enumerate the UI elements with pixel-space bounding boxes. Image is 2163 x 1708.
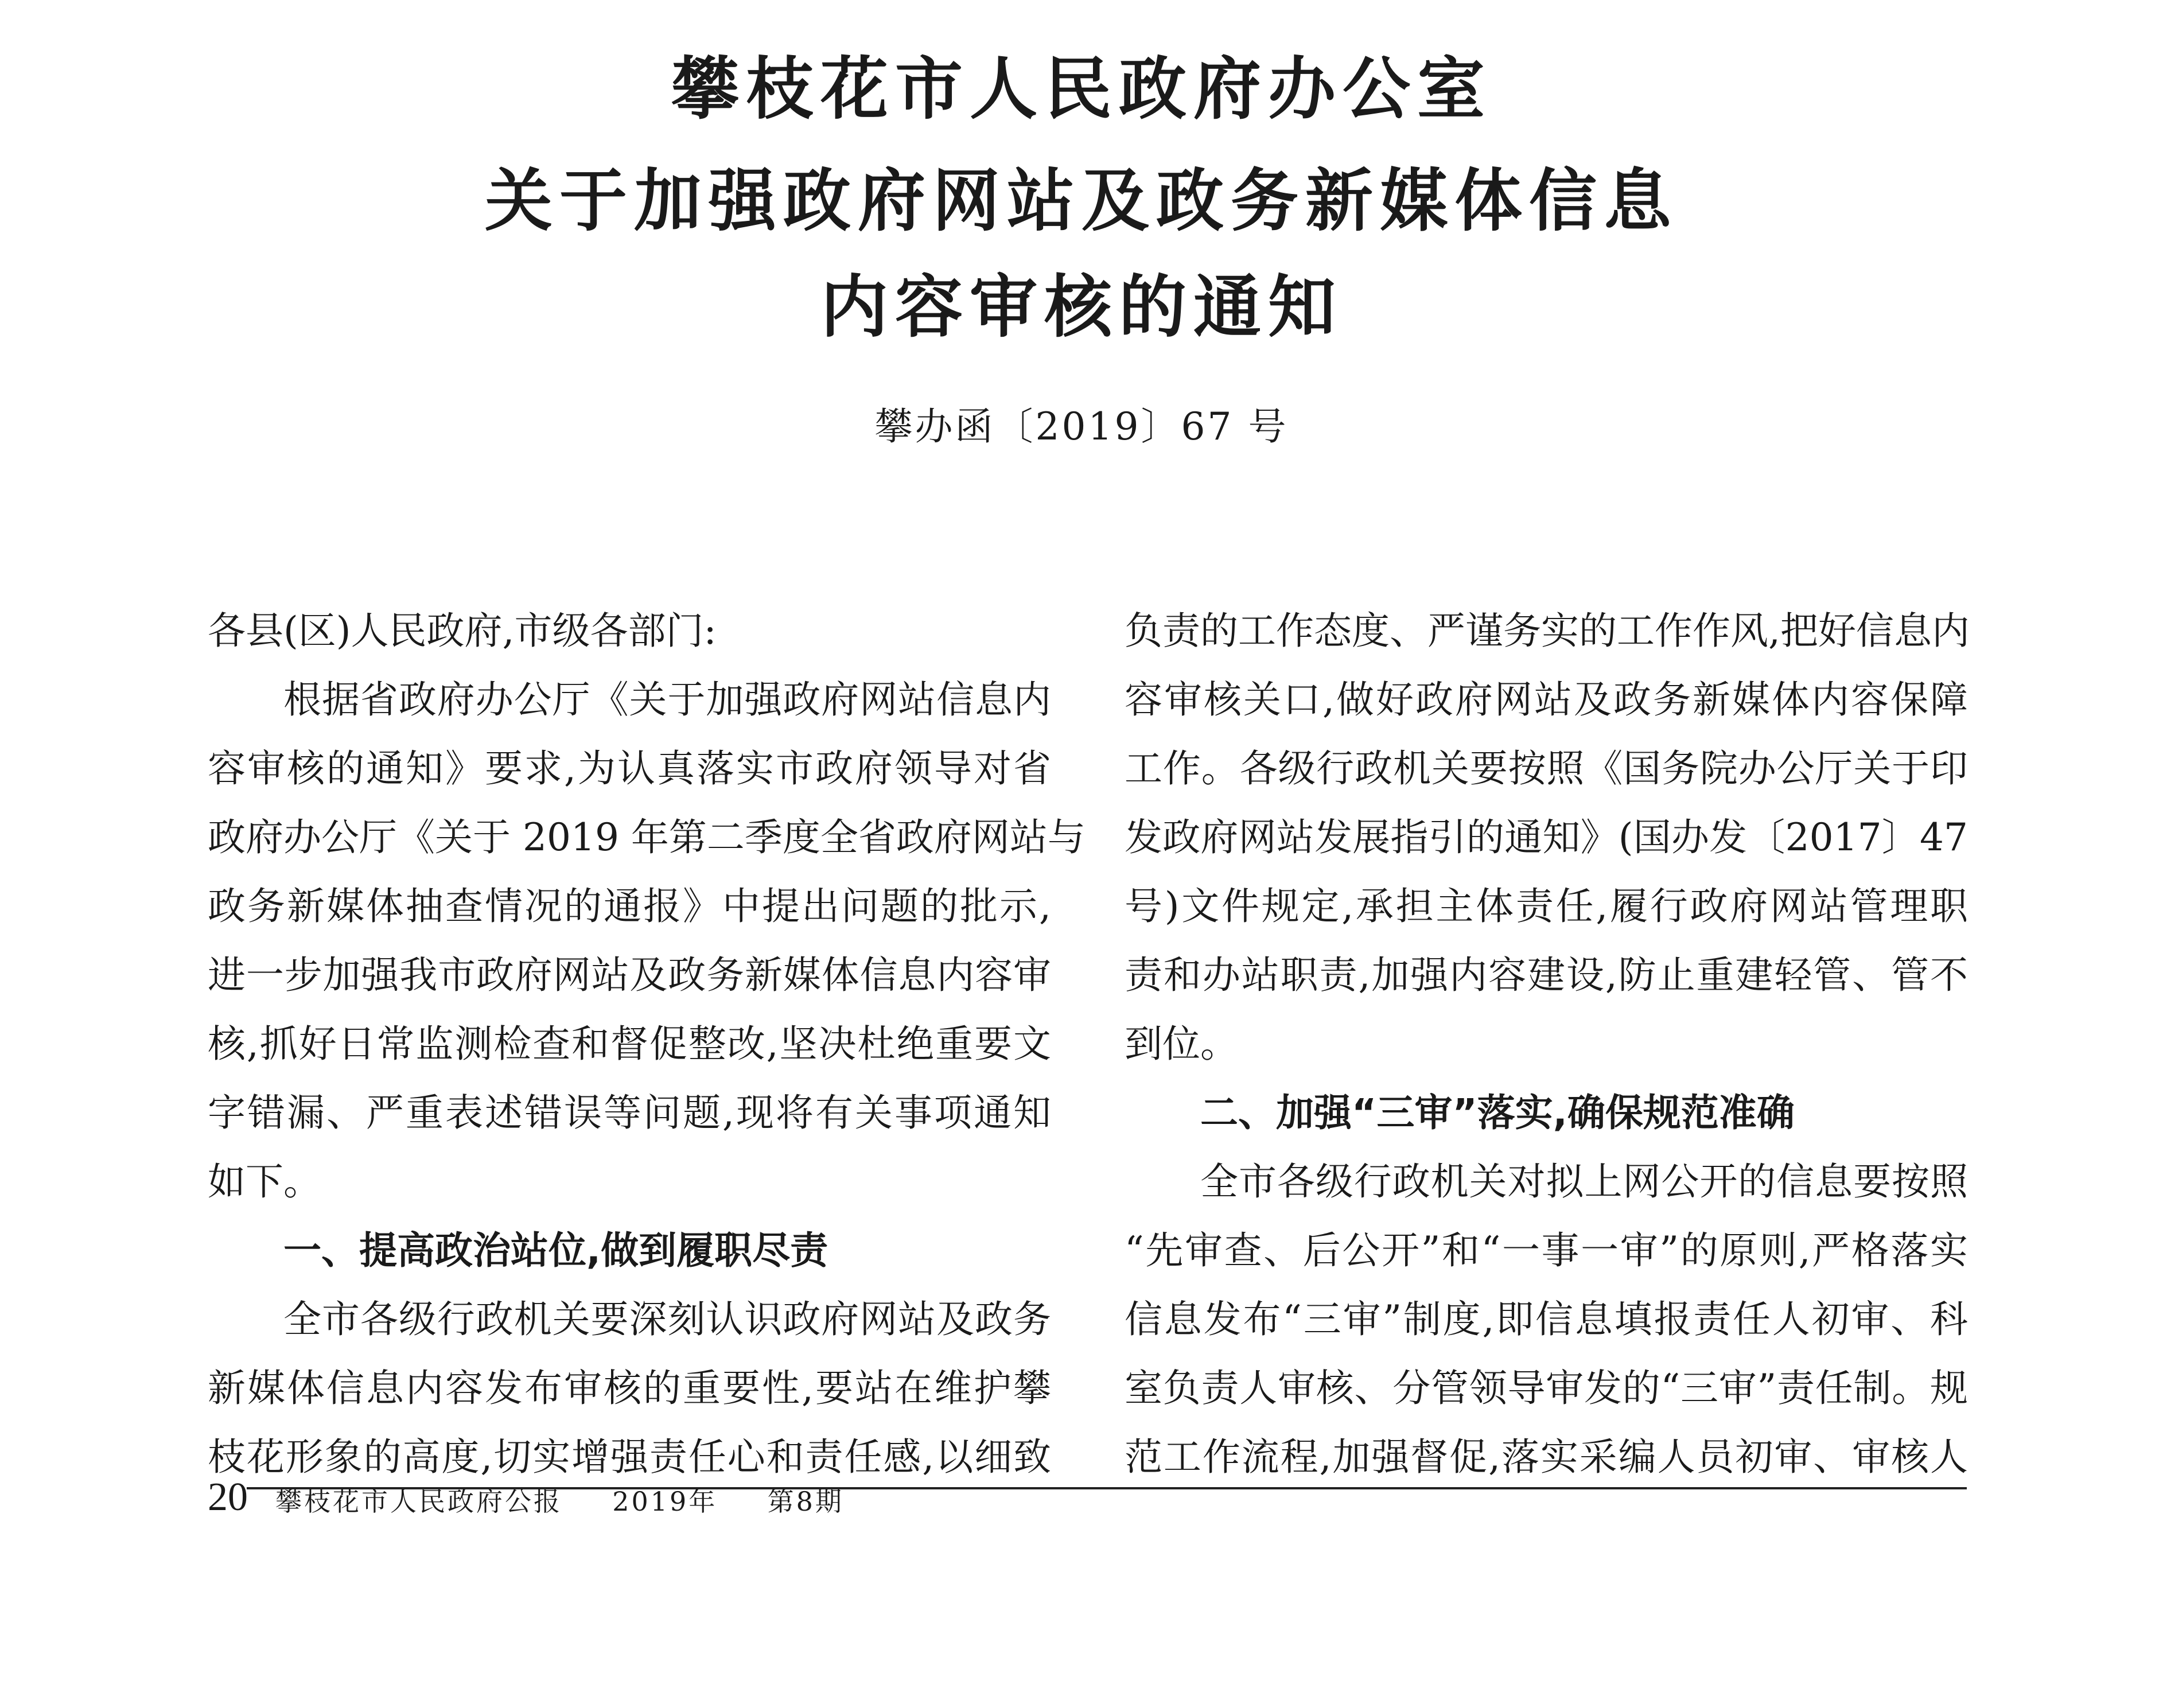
body-line: 容审核的通知》要求,为认真落实市政府领导对省 [208,746,1051,791]
body-line: 范工作流程,加强督促,落实采编人员初审、审核人 [1125,1435,1968,1479]
body-line: 号)文件规定,承担主体责任,履行政府网站管理职 [1125,884,1968,928]
body-line: 发政府网站发展指引的通知》(国办发〔2017〕47 [1125,815,1968,859]
salutation: 各县(区)人民政府,市级各部门: [208,609,717,653]
body-line: 全市各级行政机关要深刻认识政府网站及政务 [283,1297,1051,1341]
publication-year: 2019年 [612,1486,718,1517]
body-line: 信息发布“三审”制度,即信息填报责任人初审、科 [1125,1297,1968,1341]
section-heading-2: 二、加强“三审”落实,确保规范准确 [1200,1091,1795,1135]
body-line: 根据省政府办公厅《关于加强政府网站信息内 [283,678,1051,722]
footer-publication-info [275,1481,844,1522]
body-line: 责和办站职责,加强内容建设,防止重建轻管、管不 [1125,953,1968,997]
title-line-2: 关于加强政府网站及政务新媒体信息 [484,161,1678,240]
body-line: 负责的工作态度、严谨务实的工作作风,把好信息内 [1125,609,1970,653]
section-heading-1: 一、提高政治站位,做到履职尽责 [283,1228,828,1273]
right-column [1125,597,1968,1492]
publication-issue: 第8期 [767,1486,844,1517]
page-number: 20 [208,1475,248,1519]
body-line: “先审查、后公开”和“一事一审”的原则,严格落实 [1125,1228,1968,1273]
body-line: 字错漏、严重表述错误等问题,现将有关事项通知 [208,1091,1051,1135]
body-line: 到位。 [1125,1022,1238,1066]
document-number: 攀办函〔2019〕67 号 [874,404,1289,449]
body-line: 室负责人审核、分管领导审发的“三审”责任制。规 [1125,1366,1968,1410]
title-line-3: 内容审核的通知 [820,267,1343,347]
left-column [208,597,1086,1492]
body-line: 枝花形象的高度,切实增强责任心和责任感,以细致 [208,1435,1051,1479]
body-line: 进一步加强我市政府网站及政务新媒体信息内容审 [208,953,1051,997]
body-line: 核,抓好日常监测检查和督促整改,坚决杜绝重要文 [208,1022,1051,1066]
body-line: 新媒体信息内容发布审核的重要性,要站在维护攀 [208,1366,1051,1410]
title-line-1: 攀枝花市人民政府办公室 [671,49,1492,129]
body-line: 政府办公厅《关于 2019 年第二季度全省政府网站与 [208,815,1086,859]
publication-name: 攀枝花市人民政府公报 [275,1486,562,1517]
body-line: 容审核关口,做好政府网站及政务新媒体内容保障 [1125,678,1968,722]
body-line: 政务新媒体抽查情况的通报》中提出问题的批示, [208,884,1051,928]
body-line: 如下。 [208,1160,321,1204]
body-line: 全市各级行政机关对拟上网公开的信息要按照 [1200,1160,1968,1204]
body-line: 工作。各级行政机关要按照《国务院办公厅关于印 [1125,746,1968,791]
